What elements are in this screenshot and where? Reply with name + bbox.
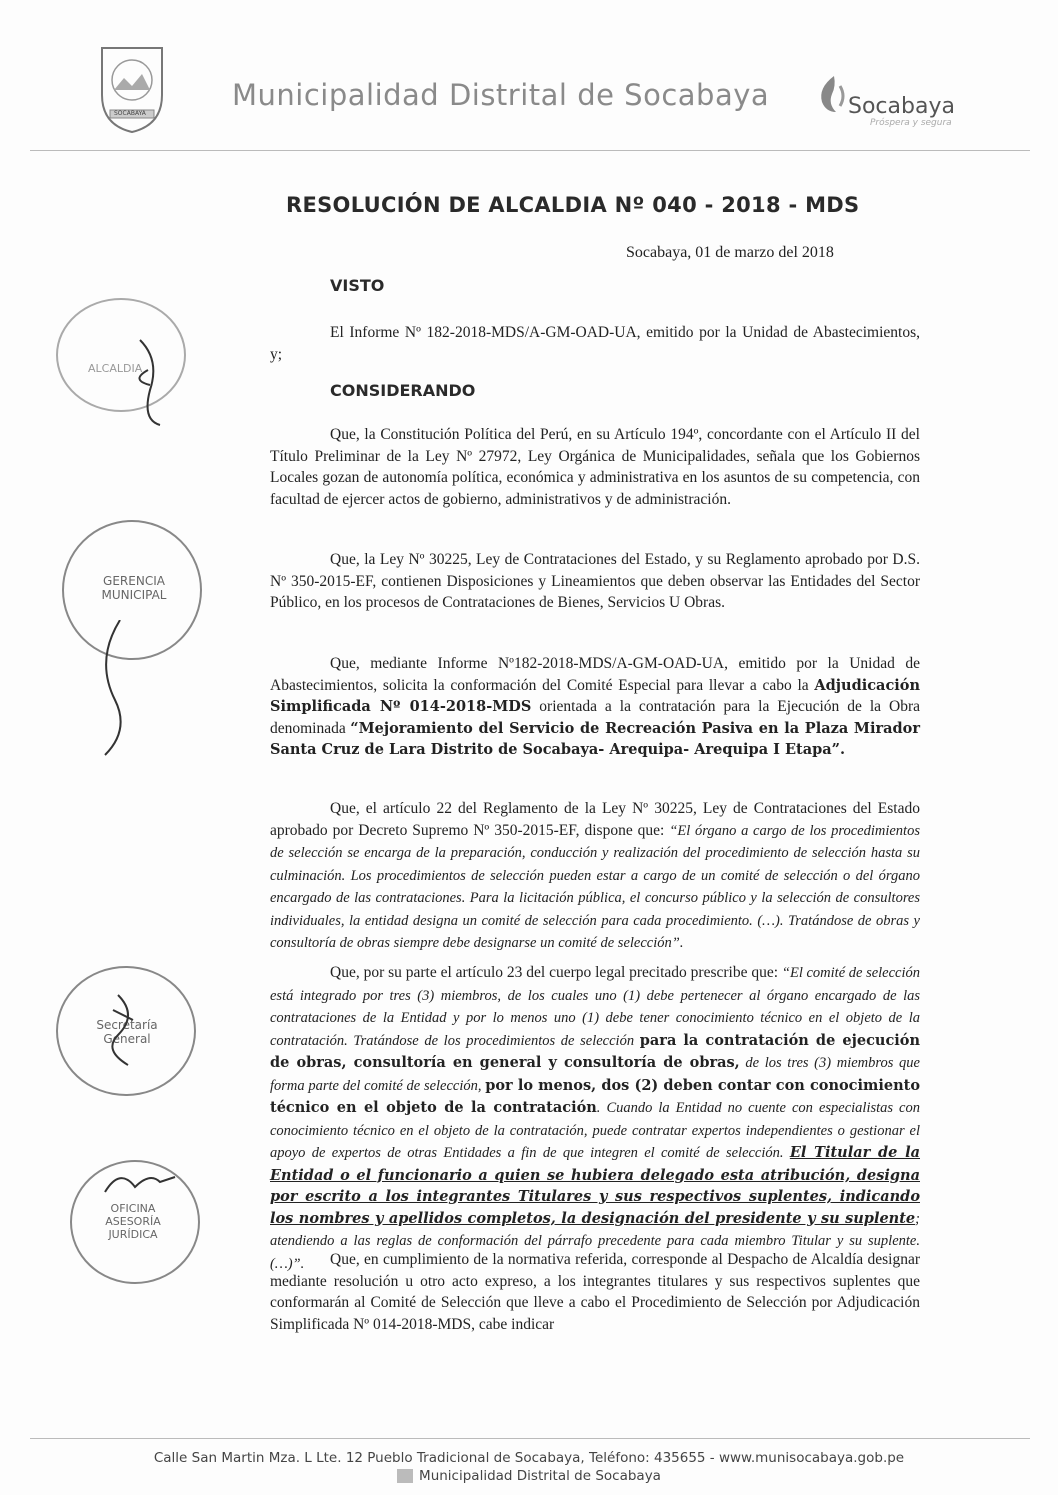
paragraph-3-text [270, 653, 920, 761]
p3-project-name: “Mejoramiento del Servicio de Recreación Pasiva en la Plaza Mirador Santa Cruz de Lara Distrito de Socabaya- Arequipa- Arequipa I Etapa”. [270, 719, 920, 758]
considerando-paragraph-6 [270, 1249, 920, 1335]
paragraph-6-text: Que, en cumplimiento de la normativa referida, corresponde al Despacho de Alcaldía designar mediante resolución u otro acto expreso, a los integrantes titulares y sus respectivos suplentes que conformarán al Comité de Selección que lleve a cabo el Procedimiento de Selección por Adjudicación Simplificada Nº 014-2018-MDS, cabe indicar [270, 1251, 920, 1333]
p4-quote: “El órgano a cargo de los procedimientos de selección se encarga de la preparación, conducción y realización del procedimiento de selección hasta su culminación. Los procedimientos de selección pueden estar a cargo de un comité de selección o del órgano encargado de las contrataciones. Para la licitación pública, el concurso público y la selección de consultores individuales, la entidad designa un comité de selección para cada procedimiento. (…). Tratándose de obras y consultoría de obras siempre debe designarse un comité de selección”. [270, 822, 920, 951]
signature-4 [100, 1162, 180, 1207]
paragraph-1-text: Que, la Constitución Política del Perú, en su Artículo 194º, concordante con el Artículo II del Título Preliminar de la Ley Nº 27972, Ley Orgánica de Municipalidades, señala que los Gobiernos Locales gozan de autonomía política, económica y administrativa en los asuntos de su competencia, con facultad de ejercer actos de gobierno, administrativos y de administración. [270, 426, 920, 508]
considerando-paragraph-4 [270, 798, 920, 955]
p5-part-a: Que, por su parte el artículo 23 del cuerpo legal precitado prescribe que: [330, 964, 782, 981]
header-title: Municipalidad Distrital de Socabaya [232, 78, 770, 112]
brand-tagline: Próspera y segura [870, 118, 952, 128]
p5-part-d: de los tres (3) miembros que forma parte del comité de selección, [270, 1055, 920, 1094]
municipal-crest-logo [92, 40, 172, 135]
visto-text: El Informe Nº 182-2018-MDS/A-GM-OAD-UA, emitido por la Unidad de Abastecimientos, y; [270, 324, 920, 363]
resolution-title: RESOLUCIÓN DE ALCALDIA Nº 040 - 2018 - MDS [286, 193, 860, 217]
brand-name: Socabaya [848, 94, 955, 119]
signature-2 [80, 620, 140, 765]
asesoria-stamp-text: OFICINA ASESORÍA JURÍDICA [105, 1202, 161, 1241]
paragraph-5-text [270, 962, 920, 1275]
considerando-paragraph-1 [270, 424, 920, 510]
p3-part-c: orientada a la contratación para la Ejecución de la Obra denominada [270, 698, 920, 737]
footer-logo-icon [397, 1469, 413, 1483]
p5-part-g: El Titular de la Entidad o el funcionario a quien se hubiera delegado esta atribución, designa por escrito a los integrantes Titulares y sus respectivos suplentes, indicando los nombres y apellidos completos, la designación del presidente y su suplente [270, 1144, 920, 1227]
crest-label: SOCABAYA [114, 110, 146, 117]
footer-name [0, 1468, 1058, 1484]
alcaldia-stamp-text: ALCALDIA [88, 362, 143, 375]
p5-part-e: por lo menos, dos (2) deben contar con conocimiento técnico en el objeto de la contratación [270, 1076, 920, 1116]
paragraph-2-text: Que, la Ley Nº 30225, Ley de Contrataciones del Estado, y su Reglamento aprobado por D.S. Nº 350-2015-EF, contienen Disposiciones y Lineamientos que deben observar las Entidades del Sector Público, en los procesos de Contrataciones de Bienes, Servicios U Obras. [270, 551, 920, 611]
visto-heading: VISTO [330, 276, 385, 295]
p5-part-f: . Cuando la Entidad no cuente con especialistas con conocimiento técnico en el objeto de la contratación, puede contratar expertos independientes o gestionar el apoyo de expertos de otras Entidades a fin de que integren el comité de selección. [270, 1100, 920, 1161]
considerando-heading: CONSIDERANDO [330, 381, 476, 400]
paragraph-4-text [270, 798, 920, 955]
p4-part-a: Que, el artículo 22 del Reglamento de la Ley Nº 30225, Ley de Contrataciones del Estado aprobado por Decreto Supremo Nº 350-2015-EF, dispone que: [270, 800, 920, 839]
p5-part-b: “El comité de selección está integrado por tres (3) miembros, de los cuales uno (1) debe pertenecer al órgano encargado de las contrataciones de la Entidad y por lo menos uno (1) debe tener conocimiento técnico en el objeto de la contratación. Tratándose de los procedimientos de selección [270, 965, 921, 1049]
secretaria-stamp-text: Secretaría General [96, 1018, 158, 1046]
footer-divider [30, 1438, 1030, 1439]
p5-part-c: para la contratación de ejecución de obras, consultoría en general y consultoría de obras, [270, 1031, 920, 1071]
footer-name-text: Municipalidad Distrital de Socabaya [419, 1468, 661, 1484]
header-divider [30, 150, 1030, 151]
signature-1 [120, 330, 180, 435]
brand-flame-icon [814, 74, 848, 114]
p5-part-h: ; atendiendo a las reglas de conformación del párrafo precedente para cada miembro Titular y su suplente. (…)”. [270, 1210, 920, 1272]
footer-address: Calle San Martin Mza. L Lte. 12 Pueblo Tradicional de Socabaya, Teléfono: 435655 - www.munisocabaya.gob.pe [153, 1450, 905, 1466]
considerando-paragraph-2 [270, 549, 920, 614]
visto-paragraph [270, 322, 920, 365]
p3-procedure-name: Adjudicación Simplificada Nº 014-2018-MDS [270, 676, 920, 715]
p3-part-a: Que, mediante Informe Nº182-2018-MDS/A-GM-OAD-UA, emitido por la Unidad de Abastecimientos, solicita la conformación del Comité Especial para llevar a cabo la [270, 655, 920, 694]
signature-3 [98, 990, 148, 1075]
considerando-paragraph-3 [270, 653, 920, 761]
gerencia-stamp-text: GERENCIA MUNICIPAL [101, 574, 167, 602]
resolution-date: Socabaya, 01 de marzo del 2018 [626, 244, 834, 261]
considerando-paragraph-5 [270, 962, 920, 1275]
